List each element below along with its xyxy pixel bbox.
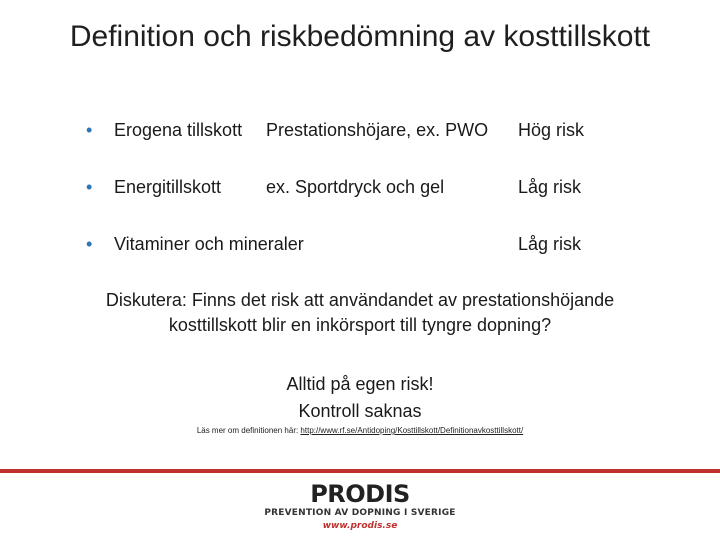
category-label: Energitillskott [114,177,222,197]
discussion-line: Diskutera: Finns det risk att användandet av prestationshöjande [105,290,615,310]
category-label: Erogena tillskott [114,120,243,140]
discussion-question [80,288,640,338]
risk-label: Låg risk [518,177,582,197]
bullet-icon: • [86,234,93,254]
discussion-line: kosttillskott blir en inkörsport till tyngre dopning? [168,315,552,335]
risk-label: Hög risk [518,120,585,140]
read-more-link[interactable]: http://www.rf.se/Antidoping/Kosttillskott/Definitionavkosttillskott/ [300,426,524,435]
list-item [86,229,686,259]
list-item [86,172,686,202]
tagline-risk: Alltid på egen risk! [286,374,434,394]
logo-url[interactable]: www.prodis.se [322,521,398,531]
bullet-icon: • [86,120,93,140]
example-label: ex. Sportdryck och gel [266,177,445,197]
list-item [86,115,686,145]
logo-subtitle: PREVENTION AV DOPNING I SVERIGE [264,508,456,518]
prodis-logo: PRODIS [310,480,410,508]
slide-title: Definition och riskbedömning av kosttillskott [69,20,651,53]
risk-label: Låg risk [518,234,582,254]
category-label: Vitaminer och mineraler [114,234,304,254]
example-label: Prestationshöjare, ex. PWO [266,120,489,140]
tagline-control: Kontroll saknas [298,401,422,421]
read-more-prefix: Läs mer om definitionen här: [196,426,301,435]
bullet-icon: • [86,177,93,197]
read-more [110,425,610,437]
footer-divider [0,469,720,473]
